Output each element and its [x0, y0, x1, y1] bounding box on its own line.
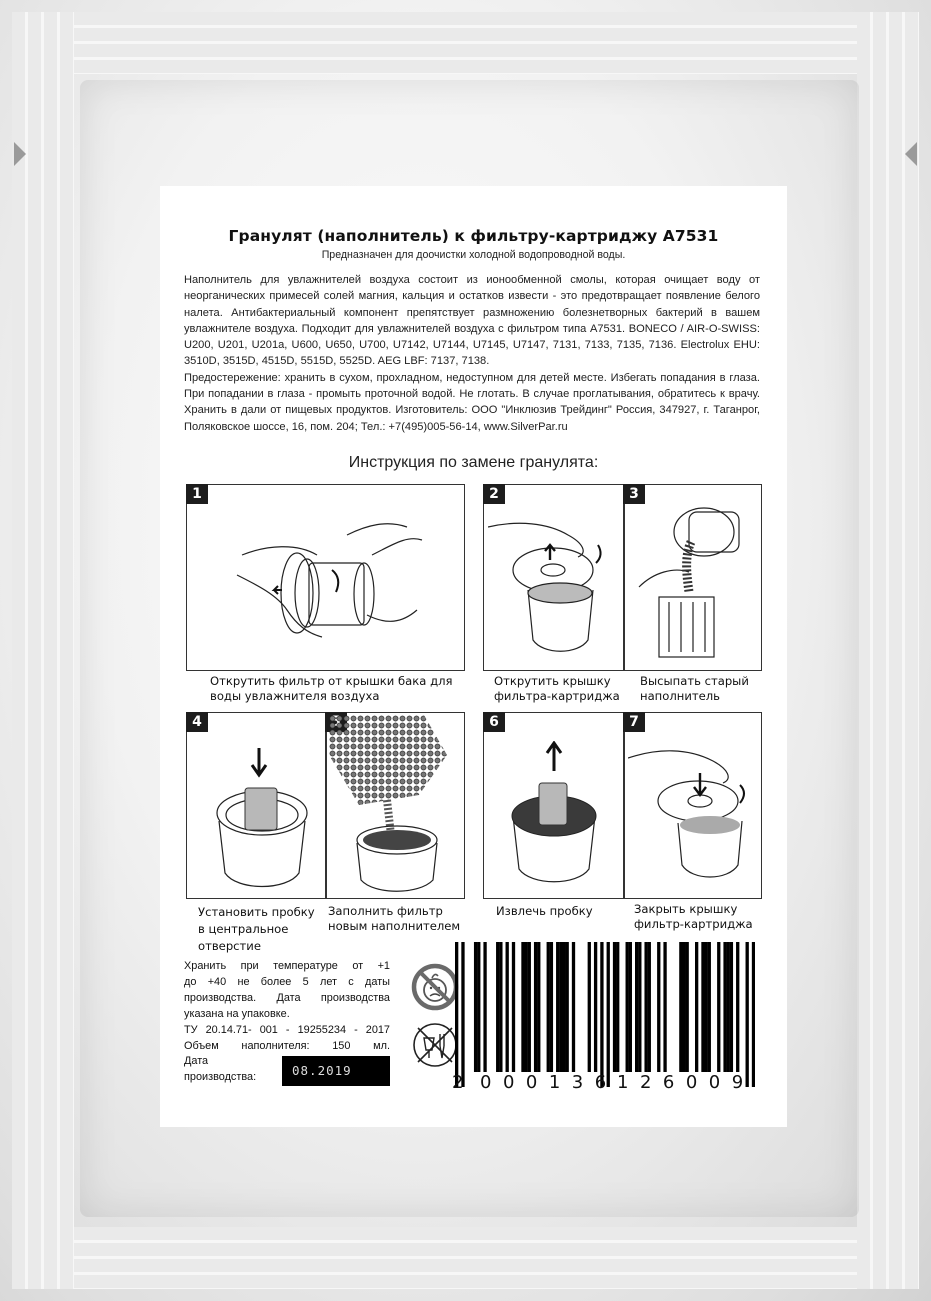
- caption-line: Открутить фильтр от крышки бака для: [210, 674, 453, 688]
- barcode-bar: [679, 942, 682, 1072]
- right-seal: [857, 12, 919, 1289]
- barcode-right-group: 126009: [617, 1072, 755, 1093]
- step-caption-5: [328, 904, 460, 933]
- remove-plug-illustration: [499, 741, 609, 891]
- tear-notch-right: [905, 142, 917, 166]
- step-caption-4: [198, 904, 315, 955]
- barcode-left-group: 000136: [480, 1072, 618, 1093]
- barcode-bar: [644, 942, 647, 1072]
- barcode-bar: [461, 942, 464, 1087]
- barcode-bar: [528, 942, 531, 1072]
- step-caption-7: [634, 902, 753, 931]
- caption-line: Установить пробку: [198, 905, 315, 919]
- top-seal: [12, 12, 919, 74]
- barcode-bar: [524, 942, 527, 1072]
- barcode-bar: [588, 942, 591, 1072]
- production-date-label: [184, 1054, 284, 1085]
- tear-notch-left: [14, 142, 26, 166]
- barcode-bar: [723, 942, 726, 1072]
- step-panel-group-6-7: [483, 712, 762, 899]
- storage-info: [184, 958, 390, 1086]
- barcode-bar: [496, 942, 499, 1072]
- caption-line: в центральное: [198, 922, 289, 936]
- caption-line: Извлечь пробку: [496, 904, 593, 918]
- step-number-badge: 4: [186, 712, 208, 732]
- barcode-bar: [512, 942, 515, 1072]
- barcode-bar: [626, 942, 629, 1072]
- barcode-bar: [736, 942, 739, 1072]
- barcode-bar: [594, 942, 597, 1072]
- caption-line: отверстие: [198, 939, 261, 953]
- date-label-line: производства:: [184, 1070, 257, 1083]
- product-title: Гранулят (наполнитель) к фильтру-картриджу А7531: [228, 227, 719, 245]
- step-number-badge: 2: [483, 484, 505, 504]
- barcode-bar: [717, 942, 720, 1072]
- barcode-bar: [550, 942, 553, 1072]
- barcode-bar: [695, 942, 698, 1072]
- caption-line: Заполнить фильтр: [328, 904, 443, 918]
- barcode-bar: [752, 942, 755, 1087]
- storage-line: Хранить при температуре от +1: [184, 960, 390, 972]
- barcode-bar: [613, 942, 616, 1072]
- step-number-badge: 3: [623, 484, 645, 504]
- warning-paragraph: Предостережение: хранить в сухом, прохладном, недоступном для детей месте. Избегать попадания в глаза. При попадании в глаза - промыть проточной водой. Не глотать. В случае проглатывания, обратитесь к врачу. Хранить в дали от пищевых продуктов. Изготовитель: ООО "Инклюзив Трейдинг" Россия, 347927, г. Таганрог, Поляковское шоссе, 16, пом. 204; Тел.: +7(495)005-56-14, www.SilverPar.ru: [184, 371, 760, 433]
- description-paragraph: Наполнитель для увлажнителей воздуха состоит из ионообменной смолы, которая очищает воду от неорганических примесей солей магния, кальция и остатков извести - это предотвращает появление белого налета. Антибактериальный компонент препятствует размножению болезнетворных бактерий в вашем увлажнителе воздуха. Подходит для увлажнителей воздуха с фильтром типа А7531. BONECO / AIR-O-SWISS: U200, U201, U201a, U600, U650, U700, U7142, U7144, U7145, U7147, 7131, 7133, 7135, 7136. Electrolux EHU: 3510D, 3515D, 4515D, 5515D, 5525D. AEG LBF: 7137, 7138.: [184, 274, 760, 368]
- storage-line: производства. Дата производства: [184, 992, 390, 1004]
- storage-line: до +40 не более 5 лет с даты: [184, 976, 390, 988]
- barcode-bar: [506, 942, 509, 1072]
- barcode-bar: [566, 942, 569, 1072]
- barcode-bar: [600, 942, 603, 1087]
- tech-spec-line: ТУ 20.14.71- 001 - 19255234 - 2017: [184, 1024, 390, 1036]
- panel-divider: [623, 713, 625, 898]
- barcode-bar: [607, 942, 610, 1087]
- step-caption-6: [496, 904, 593, 919]
- step-number-badge: 1: [186, 484, 208, 504]
- caption-line: воды увлажнителя воздуха: [210, 688, 380, 703]
- production-date-value: 08.2019: [282, 1056, 390, 1086]
- barcode-bar: [537, 942, 540, 1072]
- caption-line: фильтр-картриджа: [634, 916, 753, 931]
- step-number-badge: 7: [623, 712, 645, 732]
- barcode-bar: [521, 942, 524, 1072]
- barcode-bar: [572, 942, 575, 1072]
- barcode-bar: [730, 942, 733, 1072]
- not-food-contact-icon: [410, 1020, 460, 1070]
- close-cap-illustration: [628, 743, 758, 893]
- step-caption-2: [494, 674, 620, 703]
- step-panel-group-2-3: [483, 484, 762, 671]
- barcode-bar: [534, 942, 537, 1072]
- caption-line: наполнитель: [640, 688, 721, 703]
- production-date-row: [184, 1054, 390, 1086]
- step-caption-1: [210, 674, 452, 703]
- barcode-bar: [474, 942, 477, 1072]
- step-number-badge: 6: [483, 712, 505, 732]
- panel-divider: [325, 713, 327, 898]
- keep-away-from-children-icon: [410, 962, 460, 1012]
- product-label: [160, 186, 787, 1127]
- barcode-bar: [629, 942, 632, 1072]
- bottom-seal: [12, 1227, 919, 1289]
- barcode-bar: [547, 942, 550, 1072]
- barcode-bar: [455, 942, 458, 1087]
- instructions-title: Инструкция по замене гранулята:: [348, 454, 599, 471]
- step-panel-group-4-5: [186, 712, 465, 899]
- barcode-bar: [477, 942, 480, 1072]
- barcode-bar: [635, 942, 638, 1072]
- left-seal: [12, 12, 74, 1289]
- barcode-bar: [701, 942, 704, 1072]
- storage-line: указана на упаковке.: [184, 1008, 290, 1020]
- barcode: [455, 942, 755, 1092]
- barcode-bar: [556, 942, 559, 1072]
- barcode-bar: [708, 942, 711, 1072]
- barcode-bar: [663, 942, 666, 1072]
- step-caption-3: [640, 674, 749, 703]
- caption-line: Высыпать старый: [640, 674, 749, 688]
- product-subtitle: Предназначен для доочистки холодной водопроводной воды.: [321, 249, 626, 261]
- barcode-bar: [616, 942, 619, 1072]
- barcode-bar: [638, 942, 641, 1072]
- pour-out-illustration: [629, 497, 759, 662]
- barcode-bar: [483, 942, 486, 1072]
- barcode-first-digit: 2: [452, 1072, 464, 1093]
- barcode-bar: [559, 942, 562, 1072]
- insert-plug-illustration: [207, 743, 317, 893]
- volume-line: Объем наполнителя: 150 мл.: [184, 1040, 390, 1052]
- barcode-bar: [499, 942, 502, 1072]
- panel-divider: [623, 485, 625, 670]
- barcode-bar: [686, 942, 689, 1072]
- caption-line: Открутить крышку: [494, 674, 611, 688]
- barcode-bar: [657, 942, 660, 1072]
- step-panel-1: [186, 484, 465, 671]
- unscrew-filter-illustration: [227, 515, 427, 655]
- barcode-bar: [648, 942, 651, 1072]
- caption-line: новым наполнителем: [328, 918, 461, 933]
- barcode-bar: [682, 942, 685, 1072]
- barcode-bar: [746, 942, 749, 1087]
- caption-line: фильтра-картриджа: [494, 688, 620, 703]
- product-description: [184, 272, 760, 435]
- barcode-bar: [562, 942, 565, 1072]
- barcode-bar: [727, 942, 730, 1072]
- barcode-bar: [704, 942, 707, 1072]
- fill-granules-illustration: [329, 715, 461, 895]
- unscrew-cap-illustration: [488, 515, 618, 665]
- caption-line: Закрыть крышку: [634, 902, 738, 916]
- date-label-line: Дата: [184, 1055, 209, 1067]
